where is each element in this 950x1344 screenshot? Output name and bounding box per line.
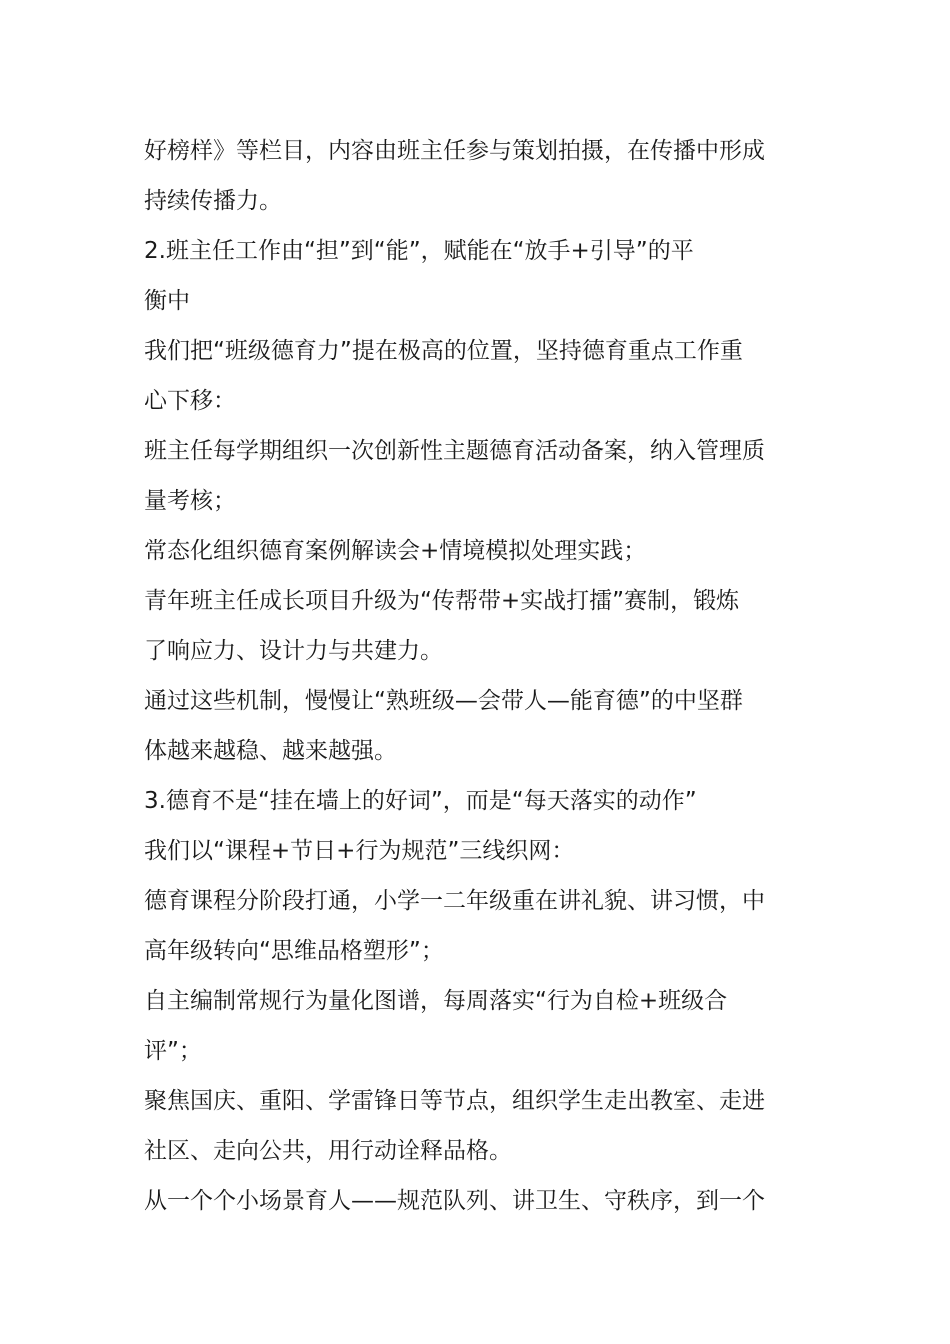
text-line: 聚焦国庆、重阳、学雷锋日等节点，组织学生走出教室、走进 (144, 1088, 765, 1114)
text-line: 自主编制常规行为量化图谱，每周落实“行为自检+班级合 (144, 988, 728, 1014)
text-line: 评”； (144, 1038, 202, 1064)
text-line: 体越来越稳、越来越强。 (144, 738, 397, 764)
text-line: 德育课程分阶段打通，小学一二年级重在讲礼貌、讲习惯，中 (144, 888, 765, 914)
document-body (144, 126, 814, 1226)
text-line: 我们把“班级德育力”提在极高的位置，坚持德育重点工作重 (144, 338, 743, 364)
text-line: 常态化组织德育案例解读会+情境模拟处理实践； (144, 538, 647, 564)
text-line: 通过这些机制，慢慢让“熟班级—会带人—能育德”的中坚群 (144, 688, 743, 714)
text-line: 我们以“课程+节日+行为规范”三线织网： (144, 838, 575, 864)
section-heading-line: 2.班主任工作由“担”到“能”，赋能在“放手+引导”的平 (144, 238, 694, 264)
text-line: 了响应力、设计力与共建力。 (144, 638, 443, 664)
text-line: 社区、走向公共，用行动诠释品格。 (144, 1138, 512, 1164)
section-heading-line: 衡中 (144, 288, 190, 314)
text-line: 班主任每学期组织一次创新性主题德育活动备案，纳入管理质 (144, 438, 765, 464)
text-line: 好榜样》等栏目，内容由班主任参与策划拍摄，在传播中形成 (144, 138, 765, 164)
section-heading-line: 3.德育不是“挂在墙上的好词”，而是“每天落实的动作” (144, 788, 697, 814)
text-line: 量考核； (144, 488, 236, 514)
text-line: 从一个个小场景育人——规范队列、讲卫生、守秩序，到一个 (144, 1188, 765, 1214)
text-line: 高年级转向“思维品格塑形”； (144, 938, 444, 964)
text-line: 持续传播力。 (144, 188, 282, 214)
text-line: 心下移： (144, 388, 236, 414)
text-line: 青年班主任成长项目升级为“传帮带+实战打擂”赛制，锻炼 (144, 588, 740, 614)
